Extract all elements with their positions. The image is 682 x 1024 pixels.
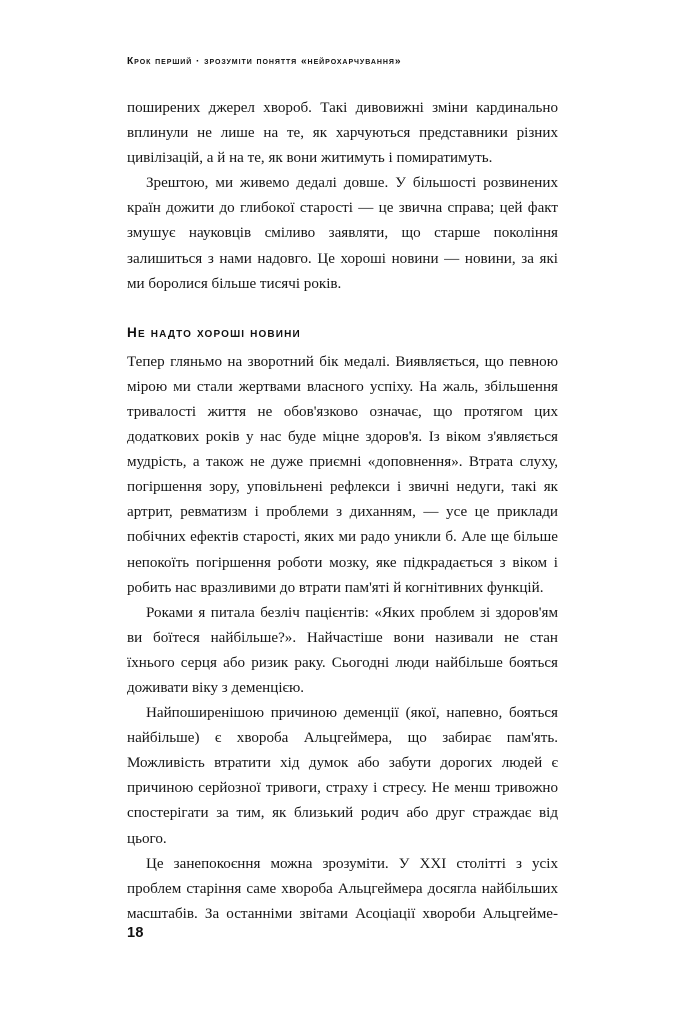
paragraph-patients: Роками я питала безліч пацієнтів: «Яких проблем зі здоров'ям ви боїтеся найбільше?». Найчастіше вони називали не стан їхнього серця або ризик раку. Сьогодні люди найбільше бояться доживати віку з деменцією. <box>127 604 558 696</box>
text-column <box>127 96 558 952</box>
page-number: 18 <box>127 925 144 941</box>
spacer-before-heading <box>127 297 558 320</box>
section-heading: Не надто хороші новини <box>127 324 301 340</box>
paragraph-longer-lives: Зрештою, ми живемо дедалі довше. У більшості розвинених країн дожити до глибокої старості — це звична справа; цей факт змушує науковців сміливо заявляти, що старше покоління залишиться з нами надовго. Це хороші новини — новини, за які ми боролися більше тисячі років. <box>127 175 558 292</box>
paragraph-continued: поширених джерел хвороб. Такі дивовижні зміни кардинально вплинули не лише на те, як харчуються представники різних цивілізацій, а й на те, як вони житимуть і помиратимуть. <box>127 100 558 167</box>
running-head: Крок перший · зрозуміти поняття «нейрохарчування» <box>127 56 402 67</box>
paragraph-flip-side: Тепер гляньмо на зворотний бік медалі. Виявляється, що певною мірою ми стали жертвами власного успіху. На жаль, збільшення тривалості життя не обов'язково означає, що протягом цих додаткових років у нас буде міцне здоров'я. Із віком з'являється мудрість, а також не дуже приємні «доповнення». Втрата слуху, погіршення зору, уповільнені рефлекси і звичні недуги, такі як артрит, ревматизм і проблеми з диханням, — усе це приклади побічних ефектів старості, яких ми радо уникли б. Але ще більше непокоїть погіршення роботи мозку, яке підкрадається з віком і робить нас вразливими до втрати пам'яті й когнітивних функцій. <box>127 353 558 596</box>
paragraph-alzheimer: Найпоширенішою причиною деменції (якої, напевно, бояться найбільше) є хвороба Альцгеймера, що забирає пам'ять. Можливість втратити хід думок або забути дорогих людей є причиною серйозної тривоги, страху і стресу. Не менш тривожно спостерігати за тим, як близький родич або друг страждає від цього. <box>127 705 558 847</box>
paragraph-scale: Це занепокоєння можна зрозуміти. У XXI столітті з усіх проблем старіння саме хвороба Альцгеймера досягла найбільших масштабів. За останніми звітами Асоціації хвороби Альцгейме- <box>127 855 558 922</box>
